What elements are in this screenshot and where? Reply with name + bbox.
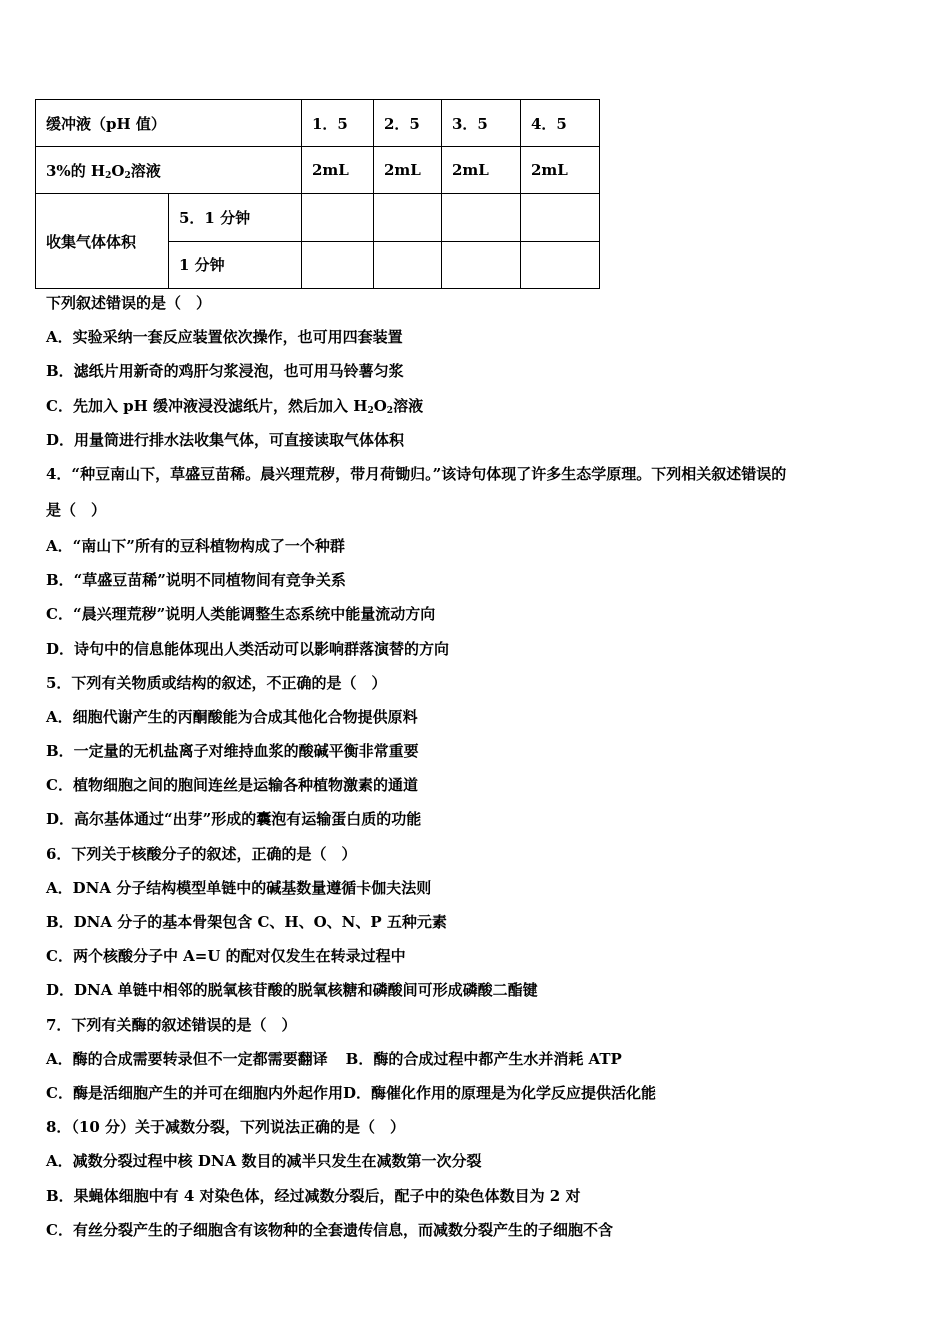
h2o2-text: O bbox=[111, 161, 125, 180]
volume-cell: 2mL bbox=[442, 147, 521, 194]
option: C．“晨兴理荒秽”说明人类能调整生态系统中能量流动方向 bbox=[46, 605, 436, 624]
option: A．酶的合成需要转录但不一定都需要翻译 bbox=[46, 1049, 328, 1068]
experiment-table bbox=[35, 99, 600, 289]
empty-cell bbox=[302, 241, 374, 289]
option: A．减数分裂过程中核 DNA 数目的减半只发生在减数第一次分裂 bbox=[46, 1152, 482, 1171]
empty-cell bbox=[442, 194, 521, 242]
option-text: C．先加入 pH 缓冲液浸没滤纸片，然后加入 H bbox=[46, 396, 368, 415]
table-row bbox=[36, 100, 600, 147]
option: B．一定量的无机盐离子对维持血浆的酸碱平衡非常重要 bbox=[46, 742, 419, 761]
question-stem: 下列叙述错误的是（ ） bbox=[46, 294, 212, 312]
ph-cell: 4．5 bbox=[521, 100, 600, 147]
buffer-ph-header: 缓冲液（pH 值） bbox=[36, 100, 302, 147]
question-stem: 8．（10 分）关于减数分裂，下列说法正确的是（ ） bbox=[46, 1118, 406, 1137]
empty-cell bbox=[374, 241, 442, 289]
option: C．酶是活细胞产生的并可在细胞内外起作用 bbox=[46, 1083, 343, 1102]
ph-cell: 3．5 bbox=[442, 100, 521, 147]
option bbox=[46, 392, 916, 426]
option: B．酶的合成过程中都产生水并消耗 ATP bbox=[345, 1049, 622, 1068]
table-row bbox=[36, 147, 600, 194]
option: A．DNA 分子结构模型单链中的碱基数量遵循卡伽夫法则 bbox=[46, 878, 432, 897]
option: B．“草盛豆苗稀”说明不同植物间有竞争关系 bbox=[46, 571, 346, 590]
option: A．实验采纳一套反应装置依次操作，也可用四套装置 bbox=[46, 328, 403, 347]
subscript: 2 bbox=[367, 405, 374, 416]
option: D．DNA 单链中相邻的脱氧核苷酸的脱氧核糖和磷酸间可形成磷酸二酯键 bbox=[46, 981, 538, 1000]
volume-cell: 2mL bbox=[521, 147, 600, 194]
option: D．高尔基体通过“出芽”形成的囊泡有运输蛋白质的功能 bbox=[46, 810, 422, 829]
question-stem: 4．“种豆南山下，草盛豆苗稀。晨兴理荒秽，带月荷锄归。”该诗句体现了许多生态学原理。下列相关叙述错误的 bbox=[46, 464, 787, 483]
question-stem: 7．下列有关酶的叙述错误的是（ ） bbox=[46, 1015, 297, 1034]
gas-volume-label: 收集气体体积 bbox=[36, 194, 169, 289]
empty-cell bbox=[521, 194, 600, 242]
question-stem: 6．下列关于核酸分子的叙述，正确的是（ ） bbox=[46, 844, 357, 863]
option: A．细胞代谢产生的丙酮酸能为合成其他化合物提供原料 bbox=[46, 707, 418, 726]
option-pair bbox=[46, 1079, 916, 1113]
ph-cell: 1．5 bbox=[302, 100, 374, 147]
option: C．植物细胞之间的胞间连丝是运输各种植物激素的通道 bbox=[46, 776, 418, 795]
option: D．用量筒进行排水法收集气体，可直接读取气体体积 bbox=[46, 430, 405, 449]
option: B．DNA 分子的基本骨架包含 C、H、O、N、P 五种元素 bbox=[46, 913, 447, 931]
option: C．有丝分裂产生的子细胞含有该物种的全套遗传信息，而减数分裂产生的子细胞不含 bbox=[46, 1220, 613, 1239]
empty-cell bbox=[521, 241, 600, 289]
h2o2-label bbox=[36, 147, 302, 194]
table-row bbox=[36, 194, 600, 242]
time-label: 5．1 分钟 bbox=[169, 194, 302, 242]
empty-cell bbox=[442, 241, 521, 289]
empty-cell bbox=[374, 194, 442, 242]
option: C．两个核酸分子中 A=U 的配对仅发生在转录过程中 bbox=[46, 947, 406, 966]
option-text: O bbox=[373, 396, 387, 415]
option: A．“南山下”所有的豆科植物构成了一个种群 bbox=[46, 536, 345, 555]
option-pair bbox=[46, 1045, 916, 1079]
question-stem-continued: 是（ ） bbox=[46, 500, 107, 519]
h2o2-text: 溶液 bbox=[130, 161, 161, 180]
question-stem: 5．下列有关物质或结构的叙述，不正确的是（ ） bbox=[46, 673, 387, 692]
volume-cell: 2mL bbox=[374, 147, 442, 194]
subscript: 2 bbox=[386, 405, 394, 416]
option: D．酶催化作用的原理是为化学反应提供活化能 bbox=[342, 1083, 656, 1102]
option: B．果蝇体细胞中有 4 对染色体，经过减数分裂后，配子中的染色体数目为 2 对 bbox=[46, 1186, 581, 1205]
h2o2-text: 3%的 H bbox=[46, 161, 106, 180]
option-text: 溶液 bbox=[393, 396, 424, 415]
ph-cell: 2．5 bbox=[374, 100, 442, 147]
time-label: 1 分钟 bbox=[169, 241, 302, 289]
questions bbox=[46, 289, 916, 1250]
subscript: 2 bbox=[124, 170, 131, 181]
empty-cell bbox=[302, 194, 374, 242]
option: B．滤纸片用新奇的鸡肝匀浆浸泡，也可用马铃薯匀浆 bbox=[46, 362, 404, 381]
subscript: 2 bbox=[105, 170, 112, 181]
option: D．诗句中的信息能体现出人类活动可以影响群落演替的方向 bbox=[46, 639, 450, 658]
volume-cell: 2mL bbox=[302, 147, 374, 194]
